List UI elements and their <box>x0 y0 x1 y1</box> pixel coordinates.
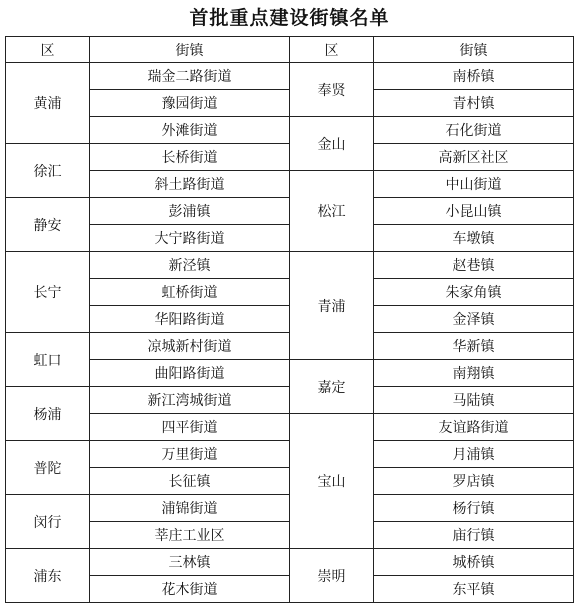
table-row <box>6 360 574 387</box>
district-cell: 虹口 <box>6 333 90 387</box>
town-cell: 朱家角镇 <box>374 279 574 306</box>
page-title: 首批重点建设街镇名单 <box>189 7 390 29</box>
town-cell: 万里街道 <box>90 441 290 468</box>
column-header-district-right: 区 <box>290 37 374 63</box>
district-cell: 松江 <box>290 171 374 252</box>
table-row <box>6 117 574 144</box>
town-cell: 罗店镇 <box>374 468 574 495</box>
town-cell: 曲阳路街道 <box>90 360 290 387</box>
town-cell: 青村镇 <box>374 90 574 117</box>
town-cell: 四平街道 <box>90 414 290 441</box>
town-cell: 三林镇 <box>90 549 290 576</box>
district-cell: 金山 <box>290 117 374 171</box>
district-cell: 青浦 <box>290 252 374 360</box>
town-cell: 华阳路街道 <box>90 306 290 333</box>
town-cell: 庙行镇 <box>374 522 574 549</box>
district-cell: 宝山 <box>290 414 374 549</box>
town-cell: 车墩镇 <box>374 225 574 252</box>
district-cell: 嘉定 <box>290 360 374 414</box>
town-cell: 月浦镇 <box>374 441 574 468</box>
district-cell: 徐汇 <box>6 144 90 198</box>
town-cell: 城桥镇 <box>374 549 574 576</box>
town-list-table <box>5 36 574 603</box>
town-cell: 凉城新村街道 <box>90 333 290 360</box>
town-cell: 花木街道 <box>90 576 290 603</box>
district-cell: 奉贤 <box>290 63 374 117</box>
town-cell: 新江湾城街道 <box>90 387 290 414</box>
town-cell: 长桥街道 <box>90 144 290 171</box>
town-cell: 瑞金二路街道 <box>90 63 290 90</box>
district-cell: 黄浦 <box>6 63 90 144</box>
town-cell: 南桥镇 <box>374 63 574 90</box>
town-cell: 长征镇 <box>90 468 290 495</box>
column-header-district-left: 区 <box>6 37 90 63</box>
town-cell: 外滩街道 <box>90 117 290 144</box>
district-cell: 杨浦 <box>6 387 90 441</box>
town-cell: 南翔镇 <box>374 360 574 387</box>
town-cell: 小昆山镇 <box>374 198 574 225</box>
town-cell: 莘庄工业区 <box>90 522 290 549</box>
town-cell: 虹桥街道 <box>90 279 290 306</box>
town-cell: 浦锦街道 <box>90 495 290 522</box>
town-cell: 彭浦镇 <box>90 198 290 225</box>
town-cell: 马陆镇 <box>374 387 574 414</box>
district-cell: 静安 <box>6 198 90 252</box>
town-cell: 金泽镇 <box>374 306 574 333</box>
town-cell: 杨行镇 <box>374 495 574 522</box>
town-cell: 中山街道 <box>374 171 574 198</box>
town-cell: 东平镇 <box>374 576 574 603</box>
column-header-town-left: 街镇 <box>90 37 290 63</box>
table-row <box>6 549 574 576</box>
district-cell: 浦东 <box>6 549 90 603</box>
district-cell: 长宁 <box>6 252 90 333</box>
column-header-town-right: 街镇 <box>374 37 574 63</box>
district-cell: 普陀 <box>6 441 90 495</box>
town-cell: 豫园街道 <box>90 90 290 117</box>
town-cell: 大宁路街道 <box>90 225 290 252</box>
table-row <box>6 63 574 90</box>
district-cell: 崇明 <box>290 549 374 603</box>
table-row <box>6 252 574 279</box>
town-cell: 友谊路街道 <box>374 414 574 441</box>
town-cell: 石化街道 <box>374 117 574 144</box>
header-row <box>6 37 574 63</box>
town-cell: 斜土路街道 <box>90 171 290 198</box>
town-cell: 高新区社区 <box>374 144 574 171</box>
town-cell: 新泾镇 <box>90 252 290 279</box>
town-cell: 华新镇 <box>374 333 574 360</box>
table-body <box>6 63 574 603</box>
district-cell: 闵行 <box>6 495 90 549</box>
town-cell: 赵巷镇 <box>374 252 574 279</box>
table-row <box>6 171 574 198</box>
table-row <box>6 414 574 441</box>
